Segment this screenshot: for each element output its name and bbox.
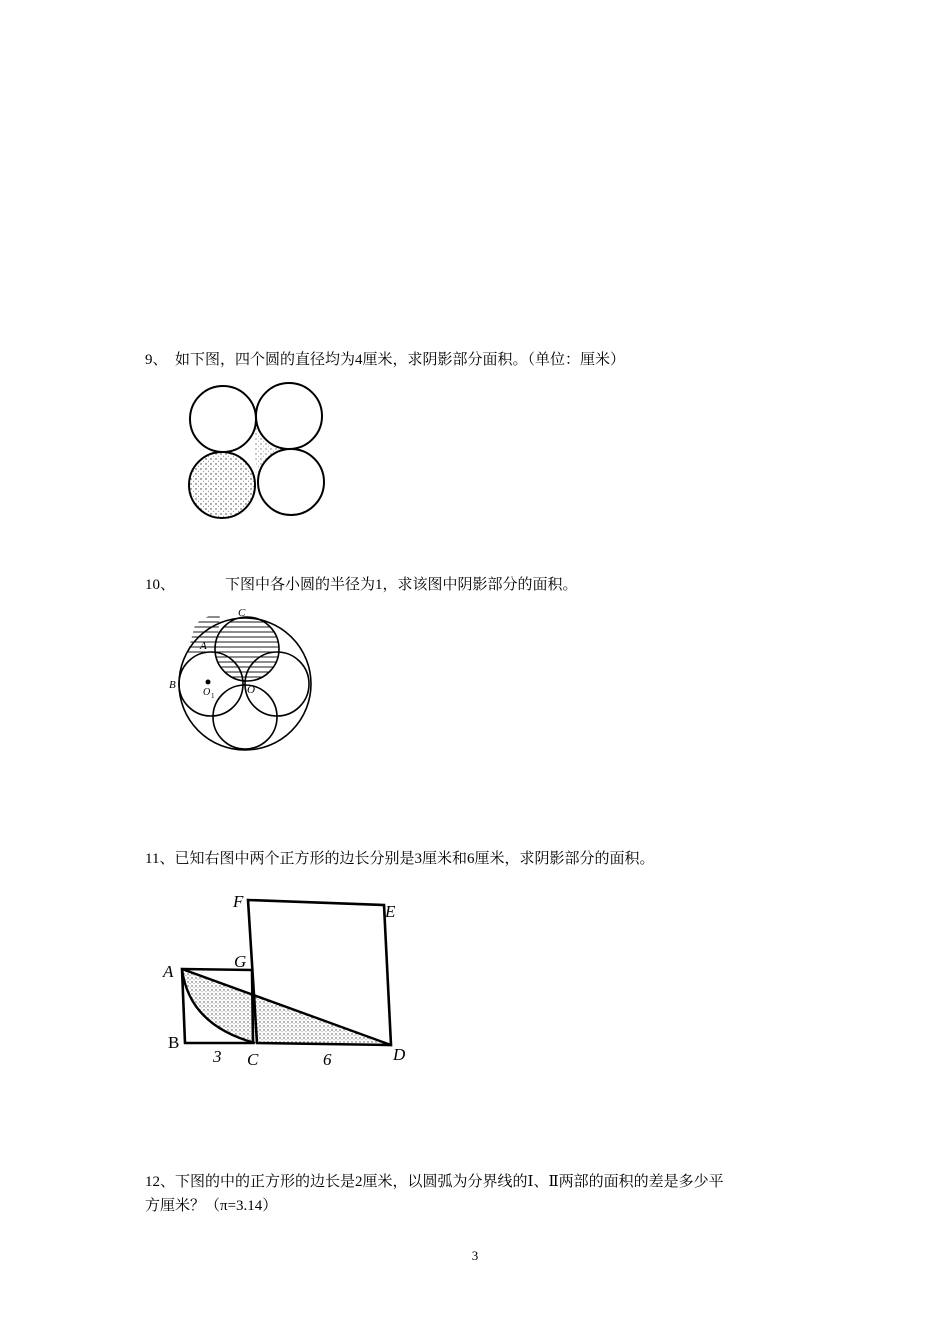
small-circle-left <box>179 652 243 716</box>
circle-bottom-left <box>189 452 255 518</box>
question-number: 9、 <box>145 352 168 368</box>
figure-four-circles <box>180 378 340 526</box>
label-g: G <box>234 952 247 971</box>
label-f: F <box>233 892 244 911</box>
question-12 <box>145 1170 724 1218</box>
label-o1: O <box>203 687 211 698</box>
question-text-line1: 下图的中的正方形的边长是2厘米，以圆弧为分界线的Ⅰ、Ⅱ两部的面积的差是多少平 <box>175 1174 724 1190</box>
circle-top-left <box>190 386 256 452</box>
label-3: 3 <box>213 1047 222 1066</box>
question-text: 如下图，四个圆的直径均为4厘米，求阴影部分面积。（单位：厘米） <box>175 352 626 368</box>
label-e: E <box>385 902 396 921</box>
question-number: 12、 <box>145 1174 176 1190</box>
label-o1-sub: 1 <box>211 692 215 700</box>
question-number: 10、 <box>145 577 176 593</box>
circle-top-right <box>256 383 322 449</box>
label-o: O <box>247 684 255 696</box>
question-number: 11、 <box>145 851 175 867</box>
question-9 <box>145 348 625 372</box>
question-text: 下图中各小圆的半径为1，求该图中阴影部分的面积。 <box>225 577 578 593</box>
question-text: 已知右图中两个正方形的边长分别是3厘米和6厘米，求阴影部分的面积。 <box>174 851 655 867</box>
question-10 <box>145 573 578 597</box>
page-number: 3 <box>471 1248 479 1263</box>
label-b: B <box>169 679 176 691</box>
label-b: B <box>168 1033 180 1052</box>
circle-bottom-right <box>258 449 324 515</box>
label-d: D <box>393 1045 406 1064</box>
question-text-line2: 方厘米？（π=3.14） <box>145 1198 278 1214</box>
figure-two-squares <box>155 885 425 1085</box>
label-c: C <box>247 1050 259 1069</box>
label-a: A <box>200 640 207 652</box>
figure-five-circles <box>165 600 335 755</box>
question-11 <box>145 847 654 871</box>
center-dot-o1 <box>206 680 211 685</box>
label-c: C <box>238 607 246 619</box>
label-6: 6 <box>323 1050 332 1069</box>
small-circle-bottom <box>213 685 277 749</box>
label-a: A <box>163 962 174 981</box>
